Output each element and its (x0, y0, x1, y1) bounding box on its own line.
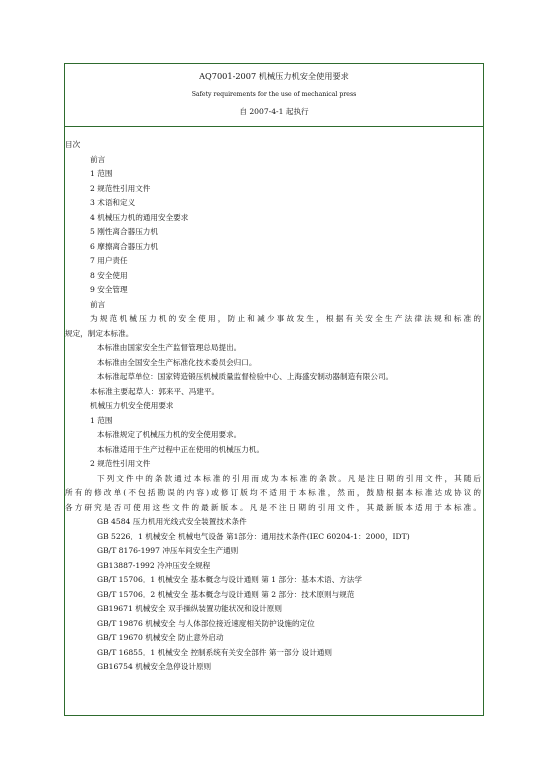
foreword-line: 本标准主要起草人：郭来平、冯建平。 (90, 386, 220, 396)
foreword-line: 本标准由国家安全生产监督管理总局提出。 (97, 343, 242, 352)
toc-item: 2 规范性引用文件 (90, 183, 151, 193)
section-text: 各方研究是否可使用这些文件的最新版本。凡是不注日期的引用文件，其最新版本适用于本标准。 (65, 502, 481, 512)
toc-item: 前言 (90, 154, 106, 164)
document-header (65, 64, 483, 126)
reference-item: GB/T 15706．1 机械安全 基本概念与设计通则 第 1 部分：基本术语、方法学 (97, 575, 363, 584)
document-subtitle: Safety requirements for the use of mechanical press (191, 91, 357, 98)
foreword-line: 为规范机械压力机的安全使用，防止和减少事故发生，根据有关安全生产法律法规和标准的 (90, 314, 481, 323)
section-text: 所有的修改单(不包括勘误的内容)或修订版均不适用于本标准，然而，鼓励根据本标准达成协议的 (65, 488, 481, 497)
reference-item: GB/T 16855．1 机械安全 控制系统有关安全部件 第一部分 设计通则 (97, 647, 332, 657)
foreword-line: 本标准起草单位：国家铸造锻压机械质量监督检验中心、上海盛安制动器制造有限公司。 (97, 372, 394, 381)
toc-item: 8 安全使用 (90, 270, 128, 280)
reference-item: GB/T 19876 机械安全 与人体部位接近速度相关防护设施的定位 (97, 618, 315, 628)
section-heading: 1 范围 (90, 415, 113, 425)
document-frame (64, 63, 484, 716)
toc-item: 9 安全管理 (90, 285, 128, 294)
toc-item: 3 术语和定义 (90, 198, 136, 207)
toc-item: 6 摩擦离合器压力机 (90, 241, 158, 251)
foreword-title: 前言 (90, 299, 106, 309)
toc-item: 7 用户责任 (90, 256, 128, 265)
section-text: 本标准适用于生产过程中正在使用的机械压力机。 (97, 444, 265, 454)
section-heading: 2 规范性引用文件 (90, 459, 151, 468)
reference-item: GB 4584 压力机用光线式安全装置技术条件 (97, 517, 247, 526)
section-text: 下列文件中的条款通过本标准的引用而成为本标准的条款。凡是注日期的引用文件，其随后 (97, 473, 481, 483)
reference-item: GB/T 15706．2 机械安全 基本概念与设计通则 第 2 部分：技术原则与规范 (97, 589, 355, 599)
reference-item: GB19671 机械安全 双手操纵装置功能状况和设计原则 (97, 604, 282, 613)
toc-item: 5 刚性离合器压力机 (90, 227, 158, 236)
reference-item: GB/T 8176-1997 冲压车间安全生产通则 (97, 546, 239, 555)
toc-item: 4 机械压力机的通用安全要求 (90, 212, 189, 222)
foreword-line: 本标准由全国安全生产标准化技术委员会归口。 (97, 357, 257, 367)
header-divider (65, 126, 483, 127)
standard-title: 机械压力机安全使用要求 (90, 401, 174, 410)
reference-item: GB 5226．1 机械安全 机械电气设备 第1部分：通用技术条件(IEC 60204-1：2000，IDT) (97, 531, 410, 541)
reference-item: GB16754 机械安全急停设计原则 (97, 662, 212, 671)
section-text: 本标准规定了机械压力机的安全使用要求。 (97, 430, 242, 439)
document-title: AQ7001-2007 机械压力机安全使用要求 (199, 71, 349, 81)
reference-item: GB/T 19670 机械安全 防止意外启动 (97, 633, 224, 642)
reference-item: GB13887-1992 冷冲压安全规程 (97, 560, 211, 570)
effective-date: 自 2007-4-1 起执行 (239, 107, 309, 116)
toc-title: 目次 (65, 140, 81, 149)
foreword-line: 规定，制定本标准。 (65, 328, 134, 338)
toc-item: 1 范围 (90, 169, 113, 178)
